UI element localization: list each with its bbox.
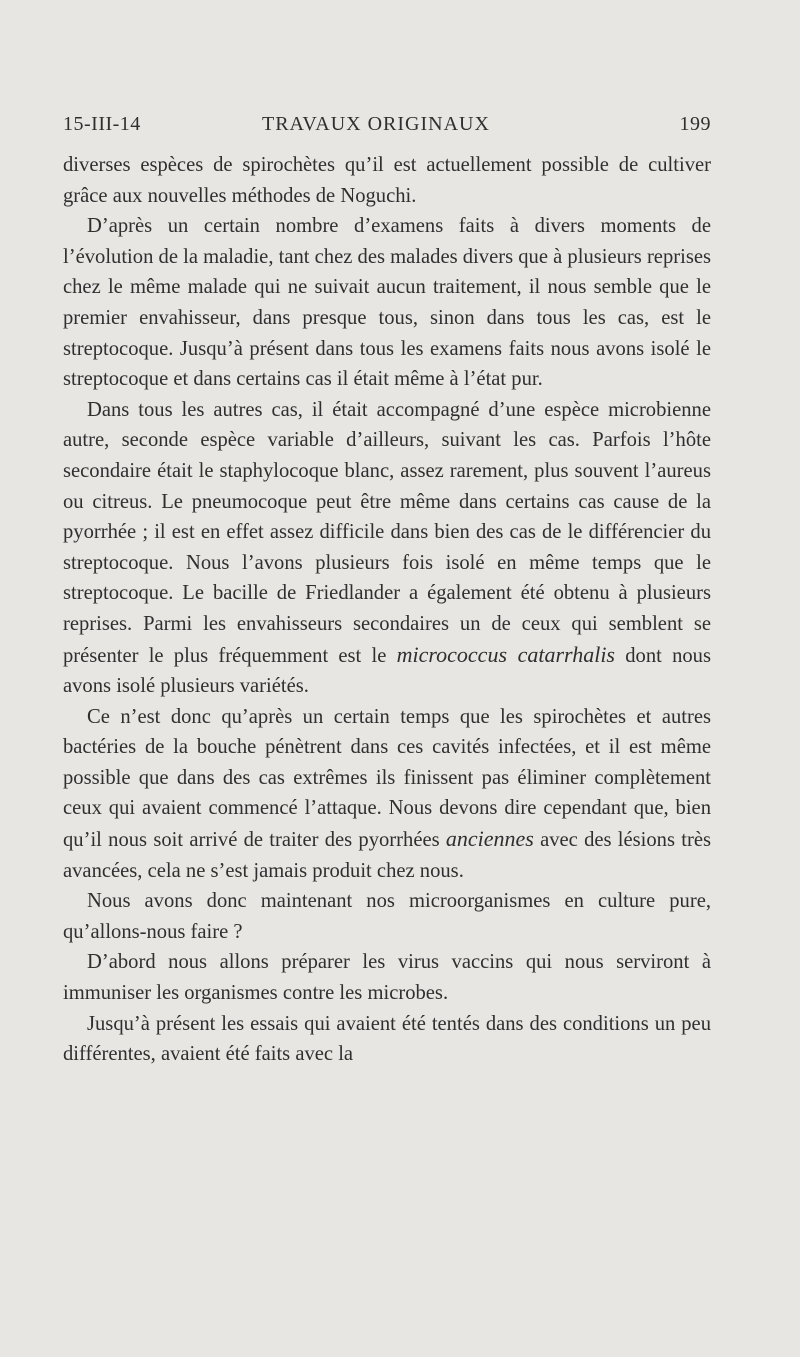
paragraph-5 <box>63 886 711 947</box>
paragraph-1 <box>63 150 711 211</box>
italic-term: anciennes <box>445 826 534 852</box>
paragraph-2 <box>63 211 711 395</box>
paragraph-6 <box>63 947 711 1008</box>
body-text <box>63 150 711 1070</box>
italic-term: micrococcus catarrhalis <box>396 641 615 667</box>
paragraph-text: D’après un certain nombre d’examens faits à divers moments de l’évolution de la maladie, tant chez des malades divers que à plusieurs reprises chez le même malade qui ne suivait aucun traitement, il nous semble que le premier envahisseur, dans presque tous, sinon dans tous les cas, est le streptocoque. Jusqu’à présent dans tous les examens faits nous avons isolé le streptocoque et dans certains cas il était même à l’état pur. <box>63 215 711 391</box>
running-header <box>63 113 711 141</box>
paragraph-text: diverses espèces de spirochètes qu’il est actuellement possible de cultiver grâce aux nouvelles méthodes de Noguchi. <box>63 154 711 207</box>
paragraph-text: Jusqu’à présent les essais qui avaient été tentés dans des conditions un peu différentes, avaient été faits avec la <box>63 1012 711 1066</box>
header-date: 15-III-14 <box>63 113 141 135</box>
paragraph-text: Nous avons donc maintenant nos microorganismes en culture pure, qu’allons-nous faire ? <box>63 890 711 943</box>
paragraph-text: Dans tous les autres cas, il était accompagné d’une espèce microbienne autre, seconde espèce variable d’ailleurs, suivant les cas. Parfois l’hôte secondaire était le staphylocoque blanc, assez rarement, plus souvent l’aureus ou citreus. Le pneumocoque peut être même dans certains cas cause de la pyorrhée ; il est en effet assez difficile dans bien des cas de le différencier du streptocoque. Nous l’avons plusieurs fois isolé en même temps que le streptocoque. Le bacille de Friedlander a également été obtenu à plusieurs reprises. Parmi les envahisseurs secondaires un de ceux qui semblent se présenter le plus fréquemment est le <box>63 398 711 667</box>
paragraph-text: D’abord nous allons préparer les virus vaccins qui nous serviront à immuniser les organismes contre les microbes. <box>63 951 711 1005</box>
paragraph-4 <box>63 702 711 887</box>
paragraph-text: dont nous avons isolé plusieurs variétés. <box>63 644 711 698</box>
header-title: TRAVAUX ORIGINAUX <box>262 113 490 135</box>
paragraph-text: Ce n’est donc qu’après un certain temps que les spirochètes et autres bactéries de la bouche pénètrent dans ces cavités infectées, et il est même possible que dans des cas extrêmes ils finissent pas éliminer complètement ceux qui avaient commencé l’attaque. Nous devons dire cependant que, bien qu’il nous soit arrivé de traiter des pyorrhées <box>63 705 711 852</box>
page-number: 199 <box>679 113 711 135</box>
paragraph-3 <box>63 395 711 702</box>
paragraph-7 <box>63 1009 711 1070</box>
paragraph-text: avec des lésions très avancées, cela ne s’est jamais produit chez nous. <box>63 829 711 882</box>
